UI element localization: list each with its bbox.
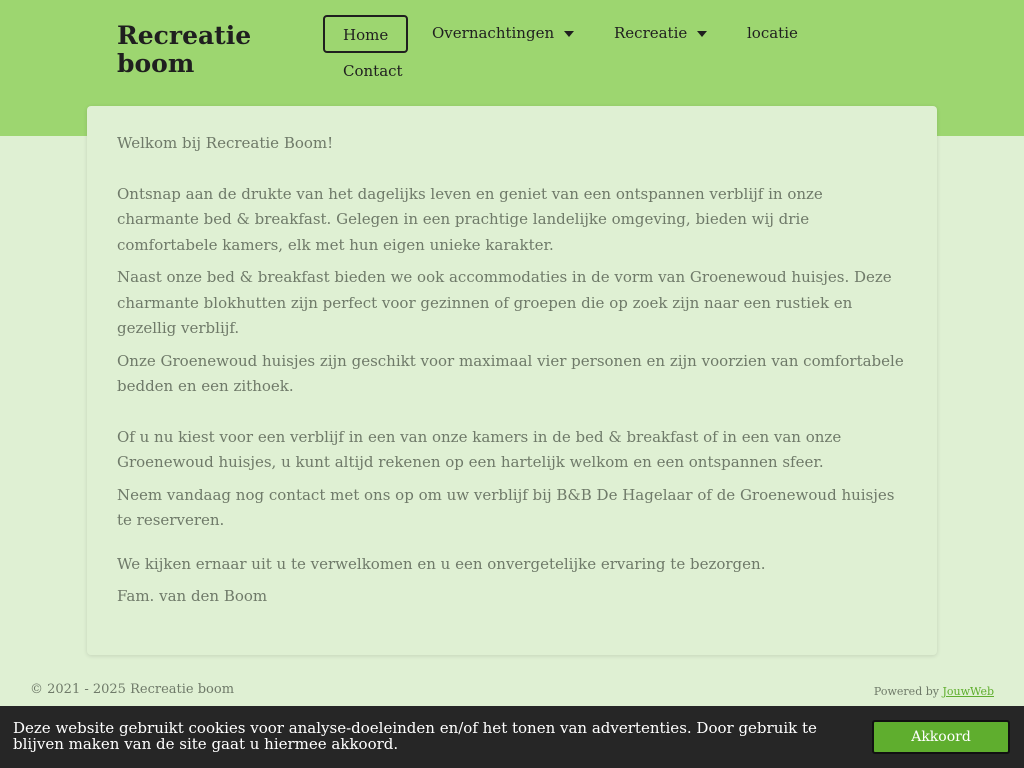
powered-by-label: Powered by: [873, 685, 939, 698]
paragraph: Neem vandaag nog contact met ons op om uw verblijf bij B&B De Hagelaar of de Groenewoud huisjes te reserveren.: [117, 485, 895, 529]
nav-contact[interactable]: [343, 53, 403, 91]
cookie-banner: [0, 706, 1024, 768]
site-logo[interactable]: Recreatie boom: [117, 21, 252, 78]
signature: Fam. van den Boom: [117, 587, 268, 605]
accept-cookies-button[interactable]: Akkoord: [872, 720, 1010, 754]
paragraph: Ontsnap aan de drukte van het dagelijks leven en geniet van een ontspannen verblijf in onze charmante bed & breakfast. Gelegen in een prachtige landelijke omgeving, bieden wij drie comfortabele kamers, elk met hun eigen unieke karakter.: [117, 184, 823, 254]
nav-overnachtingen-label: Overnachtingen: [432, 24, 555, 42]
paragraph: Onze Groenewoud huisjes zijn geschikt voor maximaal vier personen en zijn voorzien van comfortabele bedden en een zithoek.: [117, 351, 904, 395]
nav-contact-label: Contact: [343, 62, 403, 80]
welcome-text: Welkom bij Recreatie Boom!: [117, 134, 334, 152]
nav-overnachtingen[interactable]: [432, 15, 574, 53]
footer-powered-by: [874, 685, 994, 698]
footer-copyright: © 2021 - 2025 Recreatie boom: [30, 682, 235, 697]
paragraph: Of u nu kiest voor een verblijf in een van onze kamers in de bed & breakfast of in een van onze Groenewoud huisjes, u kunt altijd rekenen op een hartelijk welkom en een ontspannen sfeer.: [117, 427, 842, 471]
jouwweb-link[interactable]: JouwWeb: [942, 685, 994, 698]
paragraph: Naast onze bed & breakfast bieden we ook accommodaties in de vorm van Groenewoud huisjes. Deze charmante blokhutten zijn perfect voor gezinnen of groepen die op zoek zijn naar een rustiek en gezellig verblijf.: [117, 268, 892, 337]
nav-recreatie[interactable]: [614, 15, 707, 53]
content-card: [87, 106, 937, 655]
chevron-down-icon: [697, 31, 707, 37]
nav-recreatie-label: Recreatie: [614, 24, 688, 42]
main-content: [117, 131, 909, 617]
nav-locatie[interactable]: [747, 15, 798, 53]
nav-home[interactable]: [323, 15, 408, 53]
nav-locatie-label: locatie: [747, 24, 798, 42]
nav-home-label: Home: [343, 26, 389, 44]
paragraph: We kijken ernaar uit u te verwelkomen en u een onvergetelijke ervaring te bezorgen.: [117, 554, 766, 573]
chevron-down-icon: [564, 31, 574, 37]
cookie-message: Deze website gebruikt cookies voor analyse-doeleinden en/of het tonen van advertenties. Door gebruik te blijven maken van de site gaat u hiermee akkoord.: [13, 719, 817, 753]
